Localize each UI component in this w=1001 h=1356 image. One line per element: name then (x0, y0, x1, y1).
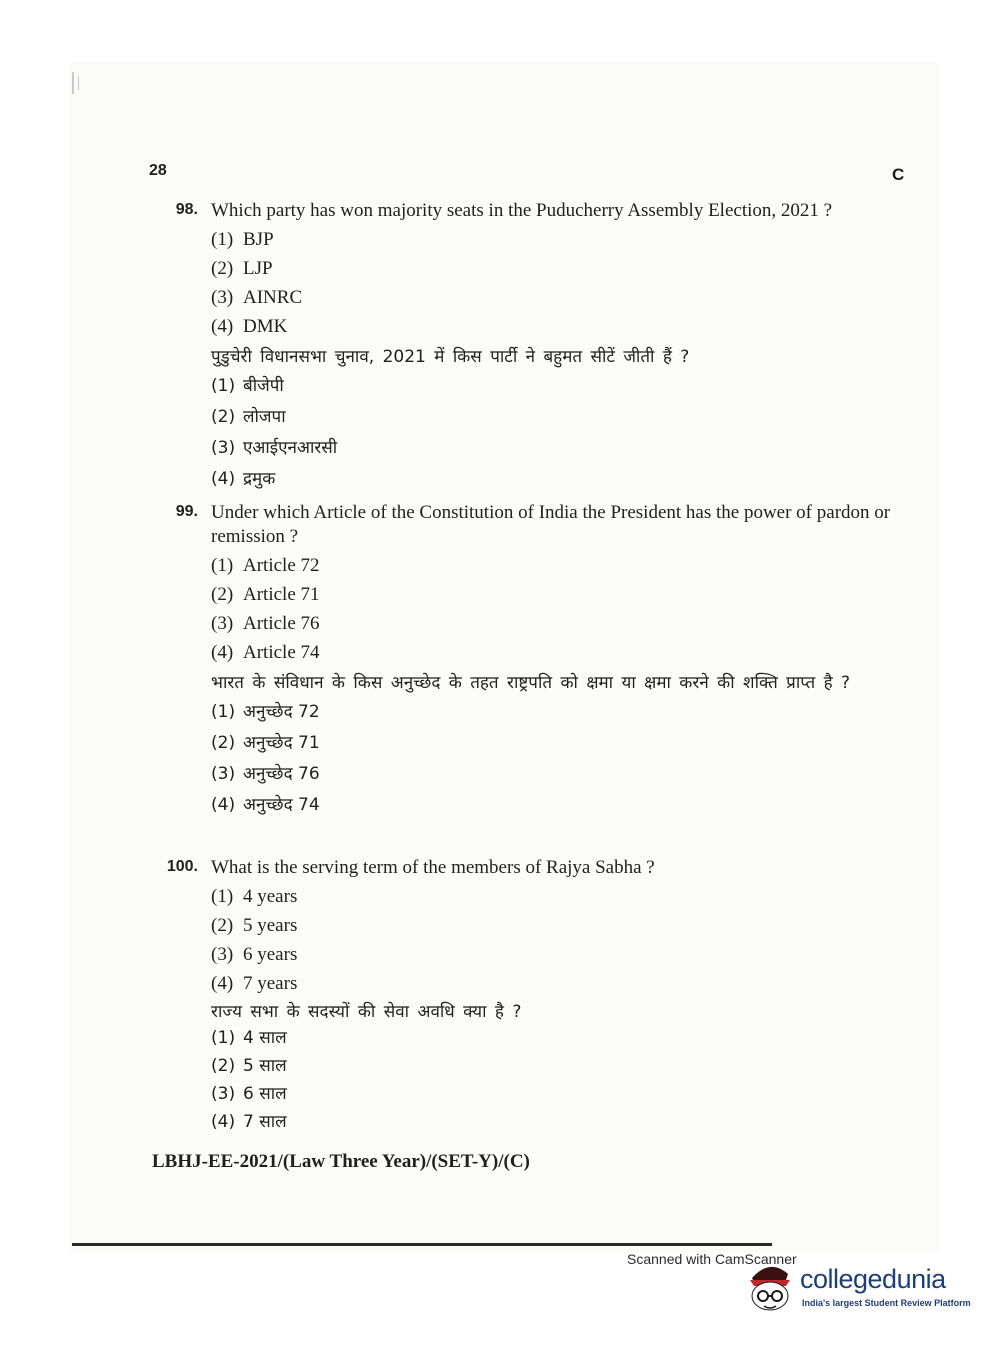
option: (2) 5 years (211, 915, 298, 936)
question-100 (150, 856, 910, 1136)
brand-tagline: India's largest Student Review Platform (802, 1298, 971, 1308)
option: (1) अनुच्छेद 72 (211, 702, 320, 722)
options-hindi (211, 1024, 910, 1136)
question-number: 98. (175, 201, 198, 218)
question-text-hindi: पुडुचेरी विधानसभा चुनाव, 2021 में किस पार्टी ने बहुमत सीटें जीती हैं ? (211, 347, 690, 367)
option: (4) द्रमुक (211, 469, 276, 489)
brand-name: collegedunia (800, 1264, 946, 1294)
question-number: 100. (166, 858, 198, 875)
scan-mark (72, 72, 74, 94)
scanned-watermark: Scanned with CamScanner (627, 1251, 797, 1267)
option: (1) बीजेपी (211, 376, 284, 396)
option: (4) Article 74 (211, 642, 320, 663)
bottom-rule (72, 1243, 772, 1246)
question-text-english: Under which Article of the Constitution of India the President has the power of pardon or remission ? (211, 502, 891, 547)
question-text-english: What is the serving term of the members of Rajya Sabha ? (211, 857, 655, 878)
option: (3) 6 years (211, 944, 298, 965)
option: (2) अनुच्छेद 71 (211, 733, 320, 753)
option: (4) DMK (211, 316, 288, 337)
option: (1) 4 years (211, 886, 298, 907)
paper-code: LBHJ-EE-2021/(Law Three Year)/(SET-Y)/(C) (152, 1151, 530, 1172)
page-number: 28 (149, 162, 167, 179)
option: (3) AINRC (211, 287, 303, 308)
option: (4) 7 साल (211, 1112, 287, 1132)
option: (2) 5 साल (211, 1056, 287, 1076)
option: (3) 6 साल (211, 1084, 287, 1104)
option: (2) Article 71 (211, 584, 320, 605)
option: (2) LJP (211, 258, 273, 279)
question-text-english: Which party has won majority seats in the Puducherry Assembly Election, 2021 ? (211, 200, 833, 221)
option: (1) Article 72 (211, 555, 320, 576)
collegedunia-logo[interactable] (740, 1256, 980, 1316)
set-letter: C (892, 165, 905, 184)
question-text-hindi: भारत के संविधान के किस अनुच्छेद के तहत राष्ट्रपति को क्षमा या क्षमा करने की शक्ति प्राप्त है ? (211, 673, 851, 693)
question-text-hindi: राज्य सभा के सदस्यों की सेवा अवधि क्या है ? (211, 1002, 522, 1022)
option: (1) 4 साल (211, 1028, 287, 1048)
option: (2) लोजपा (211, 407, 286, 427)
question-99 (150, 501, 910, 821)
options-english (211, 551, 910, 667)
option: (3) एआईएनआरसी (211, 438, 338, 458)
options-hindi (211, 697, 910, 821)
option: (1) BJP (211, 229, 274, 250)
options-english (211, 882, 910, 998)
mascot-icon (740, 1256, 800, 1316)
question-98 (150, 199, 910, 495)
options-hindi (211, 371, 910, 495)
scan-mark (78, 76, 79, 90)
question-number: 99. (175, 503, 198, 520)
option: (4) 7 years (211, 973, 298, 994)
options-english (211, 225, 910, 341)
option: (4) अनुच्छेद 74 (211, 795, 320, 815)
option: (3) अनुच्छेद 76 (211, 764, 320, 784)
option: (3) Article 76 (211, 613, 320, 634)
